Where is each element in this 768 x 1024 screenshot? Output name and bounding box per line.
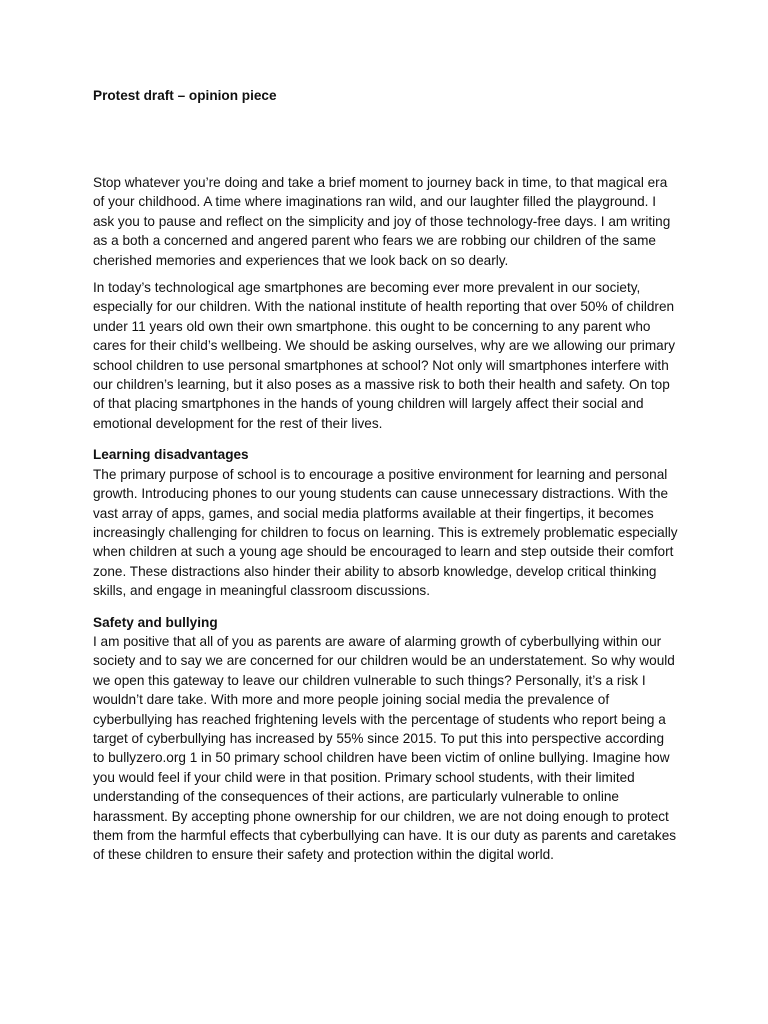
section-heading: Learning disadvantages	[93, 447, 249, 463]
section-body: The primary purpose of school is to encourage a positive environment for learning and personal growth. Introducing phones to our young students can cause unnecessary distractions. With the vast array of apps, games, and social media platforms available at their fingertips, it becomes increasingly challenging for children to focus on learning. This is extremely problematic especially when children at such a young age should be encouraged to learn and step outside their comfort zone. These distractions also hinder their ability to absorb knowledge, develop critical thinking skills, and engage in meaningful classroom discussions.	[93, 466, 678, 599]
section-learning-disadvantages	[93, 445, 678, 600]
document-page	[93, 86, 678, 873]
section-heading: Safety and bullying	[93, 614, 218, 630]
document-title: Protest draft – opinion piece	[93, 88, 277, 103]
section-body: I am positive that all of you as parents are aware of alarming growth of cyberbullying within our society and to say we are concerned for our children would be an understatement. So why would we open this gateway to leave our children vulnerable to such things? Personally, it’s a risk I wouldn’t dare take. With more and more people joining social media the prevalence of cyberbullying has reached frightening levels with the percentage of students who report being a target of cyberbullying has increased by 55% since 2015. To put this into perspective according to bullyzero.org 1 in 50 primary school children have been victim of online bullying. Imagine how you would feel if your child were in that position. Primary school students, with their limited understanding of the consequences of their actions, are particularly vulnerable to online harassment. By accepting phone ownership for our children, we are not doing enough to protect them from the harmful effects that cyberbullying can have. It is our duty as parents and caretakes of these children to ensure their safety and protection within the digital world.	[93, 633, 677, 863]
intro-paragraph-2: In today’s technological age smartphones are becoming ever more prevalent in our society, especially for our children. With the national institute of health reporting that over 50% of children under 11 years old own their own smartphone. this ought to be concerning to any parent who cares for their child’s wellbeing. We should be asking ourselves, why are we allowing our primary school children to use personal smartphones at school? Not only will smartphones interfere with our children’s learning, but it also poses as a massive risk to both their health and safety. On top of that placing smartphones in the hands of young children will largely affect their social and emotional development for the rest of their lives.	[93, 280, 676, 431]
section-safety-and-bullying	[93, 613, 678, 865]
title-spacer	[93, 106, 678, 173]
intro-paragraph-1: Stop whatever you’re doing and take a brief moment to journey back in time, to that magical era of your childhood. A time where imaginations ran wild, and our laughter filled the playground. I ask you to pause and reflect on the simplicity and joy of those technology-free days. I am writing as a both a concerned and angered parent who fears we are robbing our children of the same cherished memories and experiences that we look back on so dearly.	[93, 175, 671, 268]
